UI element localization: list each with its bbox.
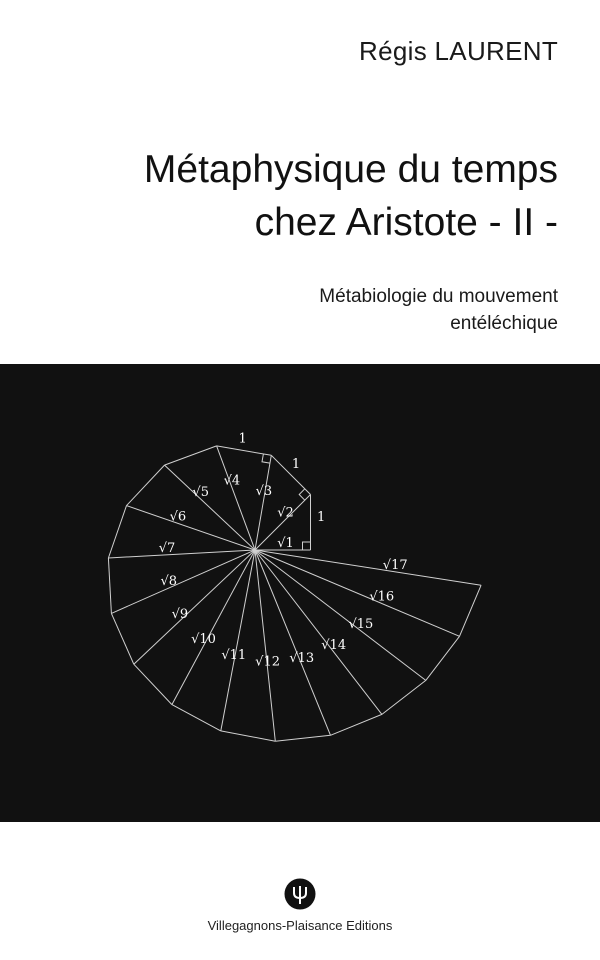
spiral-outer-edge <box>221 731 275 741</box>
spiral-radius-line <box>108 550 255 558</box>
spiral-radius-line <box>217 446 255 550</box>
hypotenuse-label: √5 <box>192 485 209 501</box>
hypotenuse-label: √7 <box>158 540 176 556</box>
hypotenuse-label: √2 <box>277 505 294 521</box>
hypotenuse-label: √13 <box>289 650 315 666</box>
spiral-radius-line <box>255 550 331 735</box>
hypotenuse-label: √11 <box>221 648 247 664</box>
spiral-outer-edge <box>172 705 221 731</box>
subtitle-line-1: Métabiologie du mouvement <box>319 286 558 307</box>
side-label: 1 <box>317 509 326 525</box>
spiral-outer-edge <box>127 465 165 506</box>
spiral-outer-edge <box>111 613 133 664</box>
subtitle-line-2: entéléchique <box>450 313 558 334</box>
spiral-outer-edge <box>460 585 482 636</box>
hypotenuse-label: √4 <box>223 473 241 489</box>
hypotenuse-label: √12 <box>255 654 281 670</box>
trident-in-circle-icon <box>284 878 316 910</box>
publisher-name: Villegagnons-Plaisance Editions <box>207 918 393 933</box>
author-name: Régis LAURENT <box>359 36 558 66</box>
spiral-radius-line <box>255 550 275 741</box>
hypotenuse-label: √15 <box>348 616 374 632</box>
spiral-radius-line <box>111 550 255 613</box>
spiral-radius-line <box>255 550 481 585</box>
hypotenuse-label: √17 <box>382 557 408 573</box>
hypotenuse-label: √3 <box>255 483 273 499</box>
title-line-1: Métaphysique du temps <box>143 148 558 191</box>
hypotenuse-label: √14 <box>321 637 347 653</box>
spiral-outer-edge <box>331 714 382 735</box>
spiral-outer-edge <box>134 664 172 704</box>
title-line-2: chez Aristote - II - <box>254 201 558 244</box>
spiral-radius-line <box>165 465 256 550</box>
book-subtitle <box>319 283 558 337</box>
side-label: 1 <box>291 457 301 472</box>
spiral-outer-edge <box>275 735 330 741</box>
square-root-spiral-diagram <box>0 364 600 822</box>
spiral-outer-edge <box>108 558 111 613</box>
spiral-outer-edge <box>108 506 126 558</box>
spiral-lines <box>108 446 481 741</box>
book-title <box>144 143 558 249</box>
spiral-outer-edge <box>382 680 426 714</box>
hypotenuse-label: √8 <box>160 574 178 590</box>
spiral-outer-edge <box>165 446 217 465</box>
right-angle-marker <box>299 489 305 500</box>
spiral-radius-line <box>172 550 255 705</box>
spiral-radius-line <box>127 506 256 550</box>
spiral-outer-edge <box>426 636 460 680</box>
hypotenuse-label: √16 <box>369 589 395 605</box>
cover-illustration <box>0 364 600 822</box>
side-label: 1 <box>238 431 247 447</box>
hypotenuse-label: √9 <box>171 606 189 622</box>
hypotenuse-label: √6 <box>169 509 187 525</box>
right-angle-marker <box>303 542 311 550</box>
hypotenuse-label: √1 <box>277 536 294 551</box>
hypotenuse-label: √10 <box>191 631 216 647</box>
